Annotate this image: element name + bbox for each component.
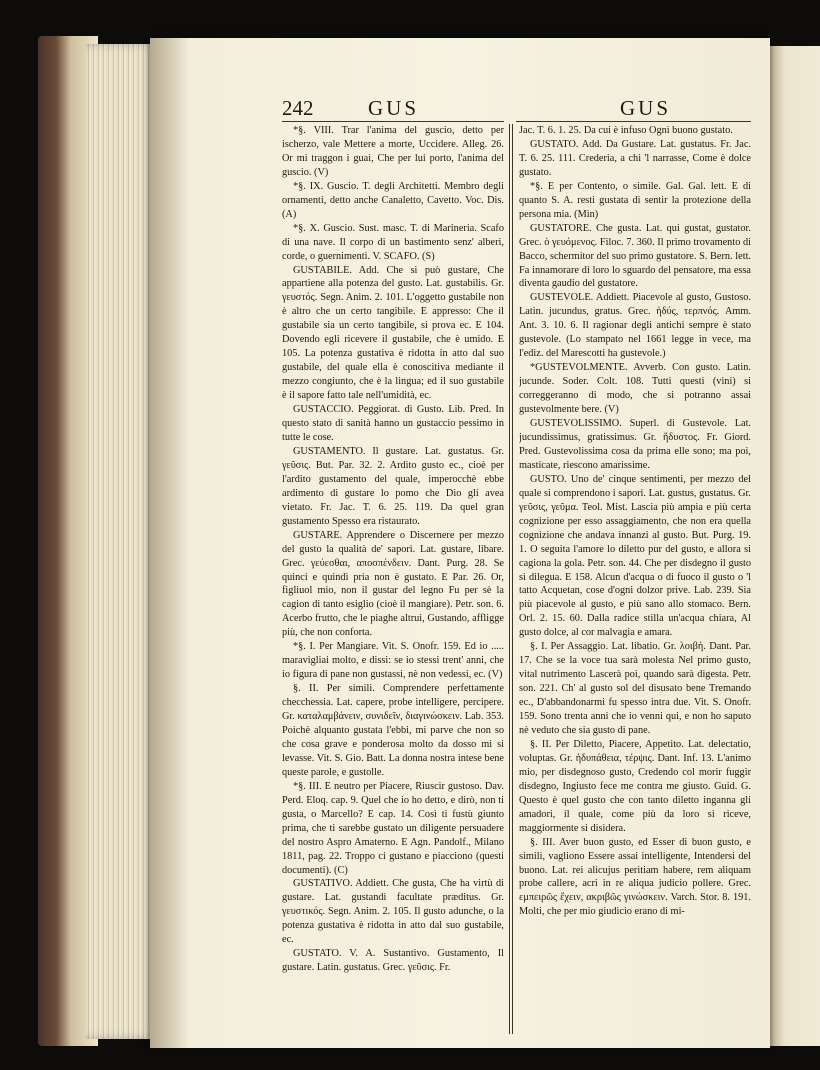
entry-paragraph: GUSTATO. Add. Da Gustare. Lat. gustatus. Fr. Jac. T. 6. 25. 111. Crederia, a chi 'l narrasse, Come è dolce gustato. [519, 138, 751, 178]
entry-paragraph: GUSTEVOLE. Addiett. Piacevole al gusto, Gustoso. Latin. jucundus, gratus. Grec. ἡδύς, τερπνός. Amm. Ant. 3. 10. 6. Il ragionar degli antichi sempre è stato gustevole. (Lo stampato nel 1661 legge in vece, ma l'ediz. del Marescotti ha gustevole.) [519, 292, 751, 360]
page-stack [86, 44, 156, 1039]
entry-paragraph: GUSTATIVO. Addiett. Che gusta, Che ha virtù di gustare. Lat. gustandi facultate præditus. Gr. γευστικός. Segn. Anim. 2. 105. Il gusto adunche, o la potenza gustativa è ridotta in atto dal suo gustabile, ec. [282, 878, 504, 946]
entry-paragraph: *§. III. E neutro per Piacere, Riuscir gustoso. Dav. Perd. Eloq. cap. 9. Quel che io ho detto, e dirò, non ti gusta, o Marcello? E cap. 14. Così ti fustù giunto prima, che ti sarebbe gustato un diligente persuadere del nostro Aspro Amaterno. E Agn. Pandolf., Milano 1811, pag. 22. Troppo ci gustano e piacciono (questi documenti). (C) [282, 780, 504, 876]
entry-paragraph: GUSTABILE. Add. Che si può gustare, Che appartiene alla potenza del gusto. Lat. gustabilis. Gr. γευστός. Segn. Anim. 2. 101. L'oggetto gustabile non è altro che un certo tangibile. E appresso: Che il gustabile sia un certo tangibile, si prova ec. E 104. Dovendo egli ricevere il gustabile, che è umido. E 105. La potenza gustativa è ridotta in atto dal suo gustabile, del quale ella è conoscitiva mediante il mezzo congiunto, che è la lingua; ed il suo gustabile è il sapore fatto tale nell'umidità, ec. [282, 264, 504, 402]
left-column [282, 124, 504, 1034]
headword-left: GUS [368, 96, 420, 120]
entry-paragraph: *§. IX. Guscio. T. degli Architetti. Membro degli ornamenti, detto anche Canaletto, Cavetto. Voc. Dis. (A) [282, 180, 504, 220]
header-rule-left [282, 121, 504, 122]
entry-paragraph: Jac. T. 6. 1. 25. Da cui è infuso Ogni buono gustato. [519, 125, 733, 136]
entry-paragraph: §. II. Per simili. Comprendere perfettamente checchessia. Lat. capere, probe intelligere, percipere. Gr. καταλαμβάνειν, συνιδεῖν, διαγινώσκειν. Lab. 353. Poichè alquanto gustata l'ebbi, mi parve che non so che cosa grave e ponderosa molto da dosso mi si levasse. Vit. S. Gio. Batt. La donna nostra intese bene queste parole, e gustolle. [282, 683, 504, 778]
entry-paragraph: *§. X. Guscio. Sust. masc. T. di Marineria. Scafo di una nave. Il corpo di un bastimento senz' alberi, corde, o guernimenti. V. SCAFO. (S) [282, 222, 504, 262]
entry-paragraph: *§. E per Contento, o simile. Gal. Gal. lett. E di quanto S. A. resti gustata di sentir la protezione della persona mia. (Min) [519, 180, 751, 220]
entry-paragraph: GUSTAMENTO. Il gustare. Lat. gustatus. Gr. γεῦσις. But. Par. 32. 2. Ardito gusto ec., cioè per l'ardito gustamento del quale, imperocchè ebbe ardimento di gustare lo pomo che Dio gli avea vietato. Fr. Jac. T. 6. 25. 119. Da quel gran gustamento Spesso era ristaurato. [282, 445, 504, 527]
entry-paragraph: §. I. Per Assaggio. Lat. libatio. Gr. λοιβή. Dant. Par. 17. Che se la voce tua sarà molesta Nel primo gusto, vital nutrimento Lascerà poi, quando sarà digesta. Petr. son. 221. Ch' al gusto sol del disusato bene Tremando ec., D'abbandonarmi fu spesso intra due. Vit. S. Onofr. 159. Sono trenta anni che io venni qui, e non ho saputo nè veduto che sia gusto di pane. [519, 641, 751, 736]
entry-paragraph: *§. VIII. Trar l'anima del guscio, detto per ischerzo, vale Mettere a morte, Uccidere. Alleg. 26. Or mi traggon i guai, Che per lui porto, l'anima del guscio. (V) [282, 125, 504, 178]
entry-paragraph: GUSTO. Uno de' cinque sentimenti, per mezzo del quale si comprendono i sapori. Lat. gustus, gustatus. Gr. γεῦσις, γεῦμα. Teol. Mist. Lascia più ampia e più certa cognizione per esso assaggiamento, che non era quella cognizione che andava innanzi al gusto. But. Purg. 19. 1. O seguita l'amore lo diletto pur del gusto, e allora si cagiona la gola. Petr. son. 44. Che per disdegno il gusto si dilegua. E 158. Alcun d'acqua o di fuoco il gusto o 'l tatto Acquetan, cose d'ogni dolzor prive. Lab. 239. Sia più piacevole al gusto, e più sano allo stomaco. Bern. Orl. 2. 15. 60. Dalla radice stilla un'acqua chiara, Al gusto dolce, al cor malvagia e amara. [519, 473, 751, 639]
entry-paragraph: §. III. Aver buon gusto, ed Esser di buon gusto, e simili, vagliono Essere assai intelligente, Intendersi del buono. Lat. rei alicujus peritiam habere, rem aliquam probe callere, acri in re aliqua judicio pollere. Grec. εμπειρῶς ἔχειν, ακριβῶς γινώσκειν. Varch. Stor. 8. 191. Molti, che per mio giudicio erano di mi- [519, 836, 751, 918]
entry-paragraph: *§. I. Per Mangiare. Vit. S. Onofr. 159. Ed io ..... maravigliai molto, e dissi: se io stessi trent' anni, che io figura di pane non gustassi, nè non vedessi, ec. (V) [282, 641, 504, 681]
header-rule-right [516, 121, 751, 122]
facing-page-edge [770, 46, 820, 1046]
entry-paragraph: §. II. Per Diletto, Piacere, Appetito. Lat. delectatio, voluptas. Gr. ἡδυπάθεια, τέρψις. Dant. Inf. 13. L'animo mio, per disdegnoso gusto, Credendo col morir fuggir disdegno, Ingiusto fece me contra me giusto. Guid. G. Questo è quel gusto che con tanto diletto inganna gli amadori, il quale, come più da loro si riceve, maggiormente si disidera. [519, 738, 751, 834]
entry-paragraph: GUSTARE. Apprendere o Discernere per mezzo del gusto la qualità de' sapori. Lat. gustare, libare. Grec. γεύεσθαι, αποσπένδειν. Dant. Purg. 28. Se quinci e quindi pria non è gustato. E Par. 26. Or, figliuol mio, non il gustar del legno Fu per sè la cagion di tanto esiglio (cioè il mangiare). Petr. son. 6. Acerbo frutto, che le piaghe altrui, Gustando, affligge più, che non conforta. [282, 529, 504, 639]
entry-paragraph: GUSTATO. V. A. Sustantivo. Gustamento, Il gustare. Latin. gustatus. Grec. γεῦσις. Fr. [282, 948, 504, 974]
headword-right: GUS [620, 96, 672, 120]
entry-paragraph: GUSTACCIO. Peggiorat. di Gusto. Lib. Pred. In questo stato di sanità hanno un gustaccio pessimo in tutte le cose. [282, 404, 504, 443]
page-number: 242 [282, 96, 314, 120]
column-divider [509, 124, 513, 1034]
entry-paragraph: GUSTEVOLISSIMO. Superl. di Gustevole. Lat. jucundissimus, gratissimus. Gr. ἥδυστος. Fr. Giord. Pred. Gustevolissima cosa da prima elle sono; ma poi, masticate, riescono amarissime. [519, 418, 751, 471]
right-column [519, 124, 751, 1034]
entry-paragraph: *GUSTEVOLMENTE. Avverb. Con gusto. Latin. jucunde. Soder. Colt. 108. Tutti questi (vini) si correggeranno di modo, che si potranno assai gustevolmente bere. (V) [519, 362, 751, 416]
entry-paragraph: GUSTATORE. Che gusta. Lat. qui gustat, gustator. Grec. ὁ γευόμενος. Filoc. 7. 360. Il primo trovamento di Bacco, schermitor del suo primo gustatore. S. Bern. lett. Fa innamorare di loro lo sguardo del pensatore, ma essa diventa gaudio del gustatore. [519, 222, 751, 290]
